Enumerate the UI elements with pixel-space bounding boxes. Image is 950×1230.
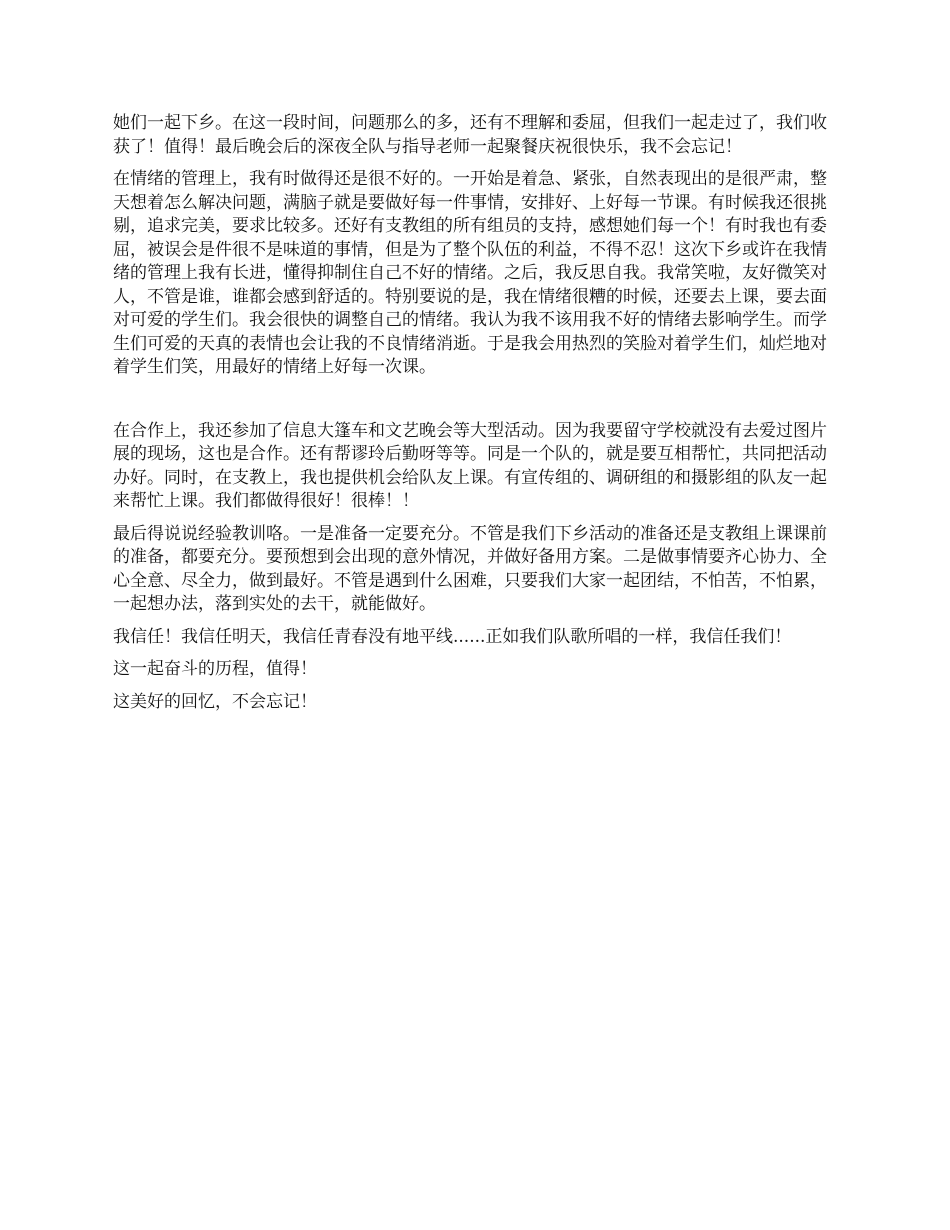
paragraph-cooperation: 在合作上，我还参加了信息大篷车和文艺晚会等大型活动。因为我要留守学校就没有去爱过图片展的现场，这也是合作。还有帮谬玲后勤呀等等。同是一个队的，就是要互相帮忙，共同把活动办好。同时，在支教上，我也提供机会给队友上课。有宣传组的、调研组的和摄影组的队友一起来帮忙上课。我们都做得很好！很棒！！ <box>113 420 827 511</box>
paragraph-memory: 这美好的回忆，不会忘记！ <box>113 691 317 712</box>
paragraph-lessons-learned: 最后得说说经验教训咯。一是准备一定要充分。不管是我们下乡活动的准备还是支教组上课课前的准备，都要充分。要预想到会出现的意外情况，并做好备用方案。二是做事情要齐心协力、全心全意、尽全力，做到最好。不管是遇到什么困难，只要我们大家一起团结，不怕苦，不怕累，一起想办法，落到实处的去干，就能做好。 <box>113 523 827 614</box>
paragraph-emotion-management: 在情绪的管理上，我有时做得还是很不好的。一开始是着急、紧张，自然表现出的是很严肃，整天想着怎么解决问题，满脑子就是要做好每一件事情，安排好、上好每一节课。有时候我还很挑剔，追求完美，要求比较多。还好有支教组的所有组员的支持，感想她们每一个！有时我也有委屈，被误会是件很不是味道的事情，但是为了整个队伍的利益，不得不忍！这次下乡或许在我情绪的管理上我有长进，懂得抑制住自己不好的情绪。之后，我反思自我。我常笑啦，友好微笑对人，不管是谁，谁都会感到舒适的。特别要说的是，我在情绪很糟的时候，还要去上课，要去面对可爱的学生们。我会很快的调整自己的情绪。我认为我不该用我不好的情绪去影响学生。而学生们可爱的天真的表情也会让我的不良情绪消逝。于是我会用热烈的笑脸对着学生们，灿烂地对着学生们笑，用最好的情绪上好每一次课。 <box>113 169 827 377</box>
paragraph-belief: 我信任！我信任明天，我信任青春没有地平线......正如我们队歌所唱的一样，我信任我们！ <box>113 626 792 647</box>
document-body <box>113 112 839 723</box>
paragraph-spacer <box>113 389 839 420</box>
paragraph-journey-worth: 这一起奋斗的历程，值得！ <box>113 659 317 679</box>
paragraph-closing-trip: 她们一起下乡。在这一段时间，问题那么的多，还有不理解和委屈，但我们一起走过了，我们收获了！值得！最后晚会后的深夜全队与指导老师一起聚餐庆祝很快乐，我不会忘记！ <box>113 113 827 157</box>
